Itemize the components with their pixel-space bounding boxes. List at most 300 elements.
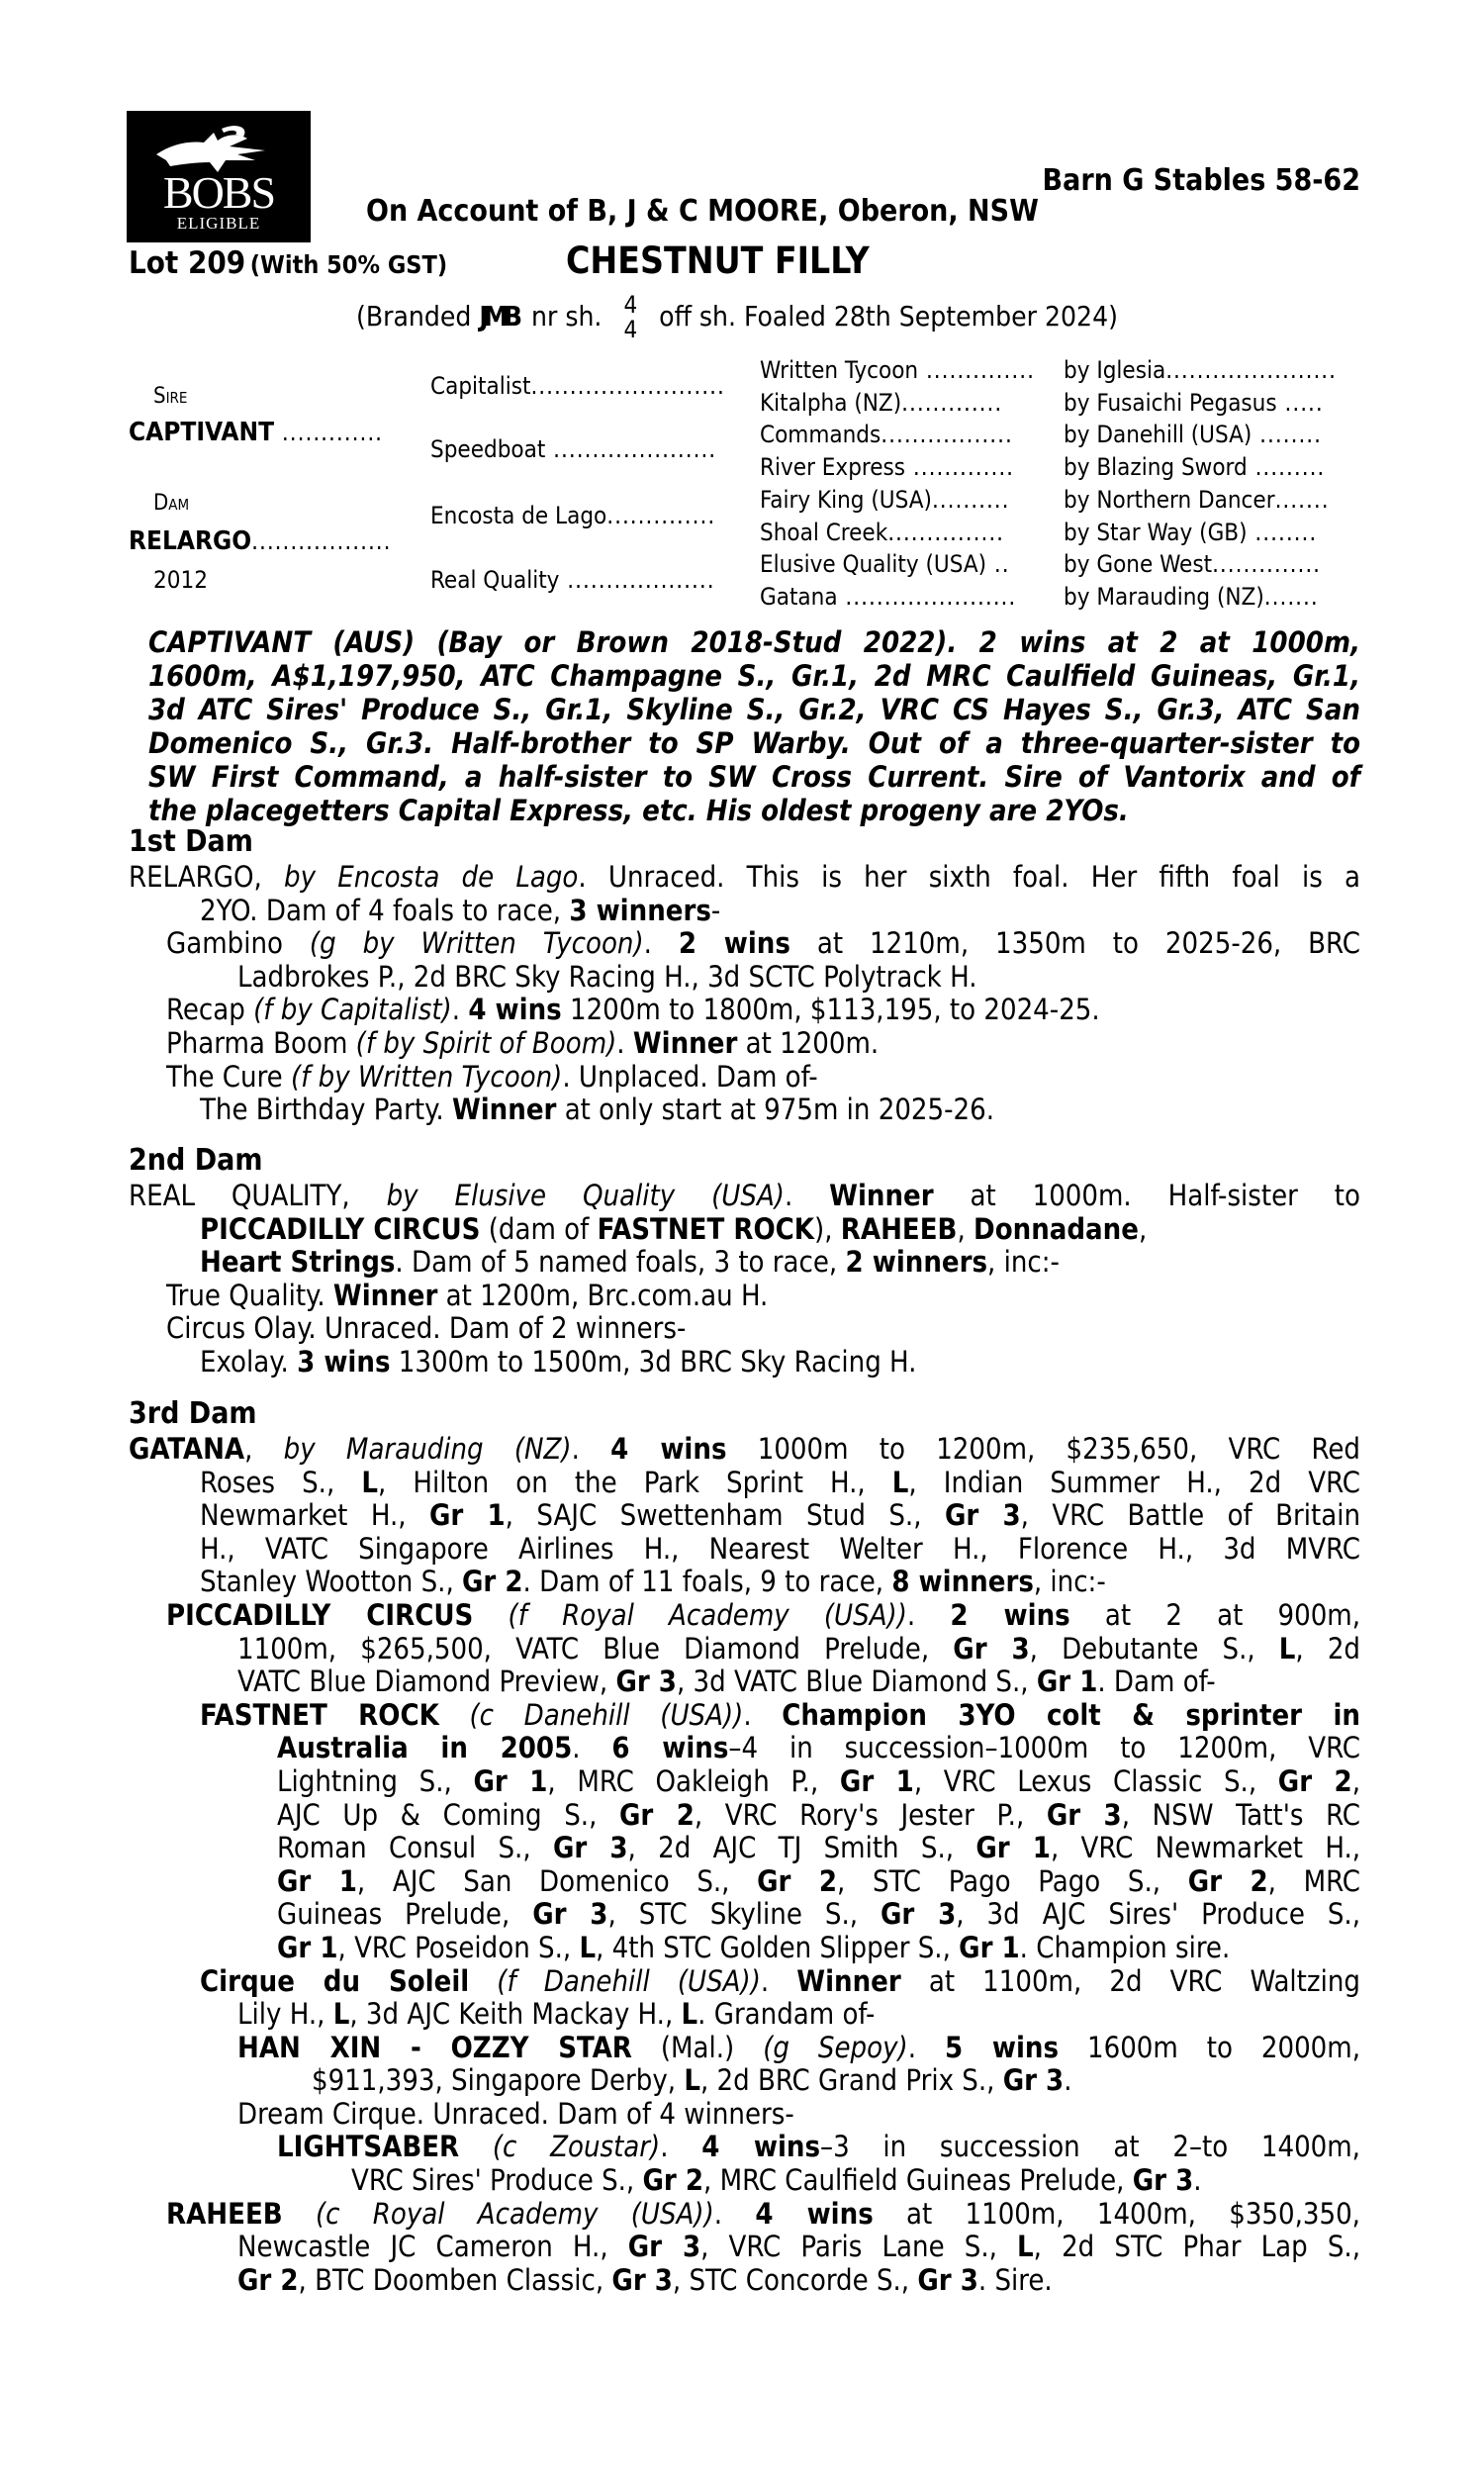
dam-line — [129, 1246, 1360, 1280]
sire-summary-line: the placegetters Capital Express, etc. His oldest progeny are 2YOs. — [148, 794, 1129, 827]
text-span: .................. — [251, 527, 392, 555]
text-span: , Hilton on the Park Sprint H., — [377, 1465, 892, 1499]
text-span: .............. — [1212, 550, 1322, 578]
dam-line — [129, 1433, 1360, 1467]
first-dam-heading: 1st Dam — [129, 824, 253, 859]
bold-text: Gr 3 — [627, 2230, 701, 2264]
lot-number: Lot 209 — [129, 245, 246, 281]
ped-gen2-1 — [430, 435, 716, 463]
text-span: 1000m to 1200m, $235,650, VRC Red — [726, 1432, 1360, 1466]
progeny-line — [129, 2164, 1360, 2198]
text-span: by Iglesia — [1064, 356, 1166, 384]
bold-text: Gr 1 — [428, 1498, 506, 1533]
dam-line — [129, 1180, 1360, 1213]
text-span: by Star Way (GB) — [1064, 519, 1248, 546]
text-span: , VRC Paris Lane S., — [700, 2230, 1018, 2264]
text-span: Exolay. — [200, 1344, 298, 1379]
text-span: Lightning S., — [277, 1763, 474, 1798]
ped-gen2-2 — [430, 502, 715, 529]
text-span: . Champion sire. — [1019, 1930, 1231, 1964]
brand-fraction-top: 4 — [623, 291, 638, 319]
text-span: . Unplaced. Dam of- — [562, 1059, 818, 1094]
text-span: Newmarket H., — [200, 1498, 429, 1533]
bold-text: Gr 3 — [532, 1897, 608, 1932]
lot-line — [129, 245, 447, 281]
text-span: Fairy King (USA) — [760, 486, 932, 514]
bold-text: Gr 2 — [619, 1797, 695, 1832]
text-span: , inc:- — [987, 1245, 1060, 1280]
italic-text: (c Royal Academy (USA)) — [315, 2196, 714, 2231]
dam-label — [153, 491, 189, 516]
text-span: . — [784, 1179, 793, 1212]
bold-text: Cirque du Soleil — [200, 1963, 470, 1998]
text-span: by Danehill (USA) — [1064, 421, 1252, 448]
text-span: , 2d BRC Grand Prix S., — [699, 2063, 1003, 2098]
progeny-gambino-cont: Ladbrokes P., 2d BRC Sky Racing H., 3d SCTC Polytrack H. — [237, 959, 977, 994]
vendor-line: On Account of B, J & C MOORE, Oberon, NSW — [366, 194, 1039, 229]
brand-fraction-bottom: 4 — [623, 316, 638, 343]
text-span: , 3d AJC Sires' Produce S., — [956, 1897, 1360, 1932]
bold-text: Gr 2 — [237, 2262, 299, 2297]
bold-text: Gr 2 — [1277, 1763, 1352, 1798]
dam-line — [129, 895, 1360, 928]
bold-text: 4 wins — [755, 2196, 874, 2231]
text-span: ........ — [1247, 519, 1318, 546]
sire-label — [153, 384, 187, 409]
brand-prefix: (Branded — [356, 300, 472, 333]
bold-text: 8 winners — [891, 1565, 1034, 1599]
text-span: . — [907, 2030, 916, 2064]
bold-text: 4 wins — [610, 1432, 727, 1466]
italic-text: (f by Written Tycoon) — [291, 1059, 563, 1094]
text-span: , 2d AJC TJ Smith S., — [627, 1831, 976, 1865]
text-span: 1100m, $265,500, VATC Blue Diamond Prelude, — [237, 1631, 954, 1665]
progeny-lightsaber — [129, 2131, 1360, 2164]
text-span: , MRC Oakleigh P., — [547, 1763, 840, 1798]
text-span: at 1000m. Half-sister to — [970, 1179, 1360, 1212]
text-span: ............. — [905, 453, 1015, 481]
bold-text: Gr 1 — [473, 1763, 548, 1798]
bold-text: RAHEEB — [166, 2196, 283, 2231]
bold-text: Gr 1 — [277, 1930, 338, 1964]
text-span: Speedboat — [430, 435, 546, 463]
text-span: , — [1138, 1211, 1148, 1246]
bold-text: Gr 3 — [552, 1831, 628, 1865]
italic-text: (c Zoustar) — [492, 2130, 661, 2164]
text-span: REAL QUALITY, — [129, 1179, 350, 1212]
bold-text: L — [332, 1997, 350, 2032]
text-span: ................. — [881, 421, 1013, 448]
ped-gen4-5 — [1064, 519, 1317, 546]
ped-gen4-6 — [1064, 550, 1321, 578]
text-span: , Debutante S., — [1029, 1631, 1279, 1665]
progeny-line — [129, 1832, 1360, 1865]
text-span: . — [451, 993, 469, 1027]
text-span: . — [1193, 2163, 1202, 2198]
bold-text: GATANA — [129, 1432, 245, 1466]
bold-text: Gr 3 — [1002, 2063, 1065, 2098]
first-dam-section — [129, 825, 1360, 1127]
text-span: , AJC San Domenico S., — [356, 1863, 758, 1898]
text-span: , — [1351, 1763, 1361, 1798]
ped-gen2-3 — [430, 566, 715, 594]
text-span: . — [660, 2130, 669, 2164]
text-span: , — [957, 1211, 974, 1246]
bold-text: 3 wins — [297, 1344, 391, 1379]
logo-word-eligible: ELIGIBLE — [176, 214, 261, 233]
bold-text: Gr 2 — [462, 1565, 523, 1599]
text-span: ..... — [1276, 389, 1324, 417]
progeny-line — [129, 2264, 1360, 2298]
progeny-line — [129, 1865, 1360, 1899]
text-span: Gatana — [760, 583, 838, 611]
text-span: by Northern Dancer — [1064, 486, 1275, 514]
text-span: The Cure — [166, 1059, 291, 1094]
text-span: . Grandam of- — [697, 1997, 876, 2032]
italic-text: by Marauding (NZ) — [283, 1432, 572, 1466]
bold-text: Gr 1 — [839, 1763, 914, 1798]
ped-gen3-4 — [760, 486, 1010, 514]
brand-line — [356, 293, 1118, 342]
bold-text: Gr 3 — [1046, 1797, 1122, 1832]
text-span: at 1100m, 1400m, $350,350, — [906, 2196, 1360, 2231]
text-span: ...................... — [1165, 356, 1338, 384]
text-span: by Blazing Sword — [1064, 453, 1248, 481]
text-span: Commands — [760, 421, 881, 448]
bold-text: 6 wins — [611, 1731, 729, 1765]
text-span: AJC Up & Coming S., — [277, 1797, 620, 1832]
text-span: Newcastle JC Cameron H., — [237, 2230, 628, 2264]
text-span: . — [713, 2196, 723, 2231]
progeny-line — [129, 1898, 1360, 1932]
text-span: Guineas Prelude, — [277, 1897, 533, 1932]
text-span: at 1100m, 2d VRC Waltzing — [928, 1963, 1360, 1998]
dam-line — [129, 861, 1360, 895]
text-span: . Dam of 11 foals, 9 to race, — [522, 1565, 892, 1599]
text-span: $911,393, Singapore Derby, — [312, 2063, 685, 2098]
bold-text: Gr 2 — [642, 2163, 704, 2198]
ped-gen2-0 — [430, 372, 725, 400]
text-span: 1600m to 2000m, — [1087, 2030, 1360, 2064]
second-dam-heading: 2nd Dam — [129, 1143, 263, 1178]
bold-text: L — [891, 1465, 909, 1499]
text-span: Elusive Quality (USA) — [760, 550, 987, 578]
text-span: Pharma Boom — [166, 1025, 356, 1060]
text-span: at 1200m, Brc.com.au H. — [437, 1278, 769, 1312]
text-span: True Quality. — [166, 1278, 333, 1312]
text-span: ......... — [1247, 453, 1326, 481]
bold-text: L — [1278, 1631, 1296, 1665]
sire-summary-line: SW First Command, a half-sister to SW Cross Current. Sire of Vantorix and of — [148, 760, 1360, 794]
ped-gen4-4 — [1064, 486, 1330, 514]
text-span: . — [643, 926, 679, 961]
third-dam-section — [129, 1397, 1360, 2297]
progeny-raheeb — [129, 2198, 1360, 2232]
bold-text: Winner — [829, 1179, 934, 1212]
progeny-line — [129, 1732, 1360, 1765]
text-span: VATC Blue Diamond Preview, — [237, 1665, 616, 1699]
dam-line — [129, 1566, 1360, 1599]
text-span: ....... — [1263, 583, 1319, 611]
ped-gen3-0 — [760, 356, 1035, 384]
ped-gen4-0 — [1064, 356, 1337, 384]
ped-gen3-3 — [760, 453, 1014, 481]
text-span: Gambino — [166, 926, 310, 961]
dam-line: H., VATC Singapore Airlines H., Nearest Welter H., Florence H., 3d MVRC — [200, 1531, 1360, 1566]
ped-gen4-7 — [1064, 583, 1319, 611]
text-span: , 4th STC Golden Slipper S., — [596, 1930, 960, 1964]
text-span: Roses S., — [200, 1465, 362, 1499]
bold-text: Gr 1 — [975, 1831, 1051, 1865]
sire-summary-line: CAPTIVANT (AUS) (Bay or Brown 2018-Stud 2022). 2 wins at 2 at 1000m, — [148, 625, 1360, 659]
text-span: 1200m to 1800m, $113,195, to 2024-25. — [561, 993, 1100, 1027]
text-span: .............. — [918, 356, 1035, 384]
italic-text: (g Sepoy) — [763, 2030, 908, 2064]
text-span: , STC Pago Pago S., — [837, 1863, 1188, 1898]
ped-gen4-2 — [1064, 421, 1322, 448]
text-span: , 3d AJC Keith Mackay H., — [349, 1997, 682, 2032]
italic-text: by Elusive Quality (USA) — [386, 1179, 785, 1212]
text-span: , BTC Doomben Classic, — [298, 2262, 612, 2297]
text-span: . — [572, 1731, 612, 1765]
text-span: , STC Concorde S., — [672, 2262, 918, 2297]
text-span: (dam of — [480, 1211, 598, 1246]
text-span: at only start at 975m in 2025-26. — [556, 1093, 995, 1127]
text-span: . — [760, 1963, 770, 1998]
italic-text: (f Royal Academy (USA)) — [508, 1597, 907, 1632]
bold-text: 2 wins — [678, 926, 790, 961]
bold-text: PICCADILLY CIRCUS — [200, 1211, 481, 1246]
text-span: . Dam of- — [1097, 1665, 1216, 1699]
bold-text: LIGHTSABER — [277, 2130, 460, 2164]
second-dam-section — [129, 1144, 1360, 1380]
text-span: ................... — [559, 566, 715, 594]
bold-text: 2 winners — [845, 1245, 988, 1280]
text-span: (Mal.) — [660, 2030, 735, 2064]
progeny-line — [129, 1665, 1360, 1699]
text-span: Recap — [166, 993, 254, 1027]
text-span: , — [244, 1432, 284, 1466]
text-span: ), — [814, 1211, 841, 1246]
text-span: , inc:- — [1033, 1565, 1106, 1599]
text-span: at 2 at 900m, — [1104, 1597, 1360, 1632]
bobs-eligible-logo — [127, 111, 311, 242]
text-span: by Fusaichi Pegasus — [1064, 389, 1277, 417]
text-span: –4 in succession–1000m to 1200m, VRC — [728, 1731, 1360, 1765]
sire-cell — [129, 418, 383, 447]
ped-gen3-2 — [760, 421, 1013, 448]
bold-text: FASTNET ROCK — [200, 1697, 439, 1732]
text-span: –3 in succession at 2–to 1400m, — [820, 2130, 1360, 2164]
progeny-exolay — [129, 1346, 1360, 1380]
bold-text: Gr 2 — [757, 1863, 838, 1898]
logo-word-bobs: BOBS — [162, 167, 275, 218]
ped-gen3-5 — [760, 519, 1004, 546]
text-span: Encosta de Lago — [430, 502, 607, 529]
text-span: RELARGO, — [129, 860, 262, 894]
text-span: Lily H., — [237, 1997, 333, 2032]
progeny-line — [129, 1765, 1360, 1799]
text-span: , MRC Caulfield Guineas Prelude, — [703, 2163, 1133, 2198]
text-span: , NSW Tatt's RC — [1121, 1797, 1360, 1832]
dam-year: 2012 — [153, 566, 208, 594]
bold-text: 4 wins — [468, 993, 562, 1027]
bold-text: Champion 3YO colt & sprinter in — [782, 1697, 1360, 1732]
text-span: Roman Consul S., — [277, 1831, 553, 1865]
text-span — [222, 126, 244, 137]
lot-title: CHESTNUT FILLY — [566, 239, 870, 282]
text-span: , VRC Lexus Classic S., — [913, 1763, 1278, 1798]
bold-text: Gr 3 — [953, 1631, 1030, 1665]
text-span: Sire — [153, 384, 188, 409]
text-span: , 3d VATC Blue Diamond S., — [676, 1665, 1037, 1699]
text-span: , 2d STC Phar Lap S., — [1033, 2230, 1360, 2264]
text-span: , VRC Newmarket H., — [1050, 1831, 1361, 1865]
progeny-gambino — [129, 927, 1360, 961]
text-span: ............. — [901, 389, 1003, 417]
sire-summary-line: 1600m, A$1,197,950, ATC Champagne S., Gr.1, 2d MRC Caulfield Guineas, Gr.1, — [148, 659, 1360, 693]
sire-name: CAPTIVANT — [129, 418, 275, 447]
italic-text: (f by Spirit of Boom) — [355, 1025, 617, 1060]
ped-gen4-3 — [1064, 453, 1325, 481]
progeny-han-xin — [129, 2032, 1360, 2065]
text-span: , Indian Summer H., 2d VRC — [908, 1465, 1360, 1499]
text-span: . — [906, 1597, 916, 1632]
italic-text: (c Danehill (USA)) — [469, 1697, 744, 1732]
progeny-pharma-boom — [129, 1027, 1360, 1061]
bold-text: FASTNET ROCK — [597, 1211, 815, 1246]
text-span: Written Tycoon — [760, 356, 919, 384]
progeny-line — [129, 1932, 1360, 1965]
text-span: ........ — [1252, 421, 1323, 448]
text-span: , VRC Battle of Britain — [1020, 1498, 1361, 1533]
text-span: Shoal Creek — [760, 519, 888, 546]
text-span: at 1200m. — [737, 1025, 880, 1060]
text-span: ..................... — [545, 435, 717, 463]
italic-text: by Encosta de Lago — [284, 860, 579, 894]
dam-line — [129, 1499, 1360, 1533]
bold-text: Gr 3 — [1132, 2163, 1194, 2198]
text-span: ....... — [1274, 486, 1330, 514]
bold-text: 3 winners — [569, 893, 711, 927]
progeny-dream-cirque: Dream Cirque. Unraced. Dam of 4 winners- — [237, 2096, 794, 2131]
bold-text: Donnadane — [974, 1211, 1139, 1246]
bold-text: L — [681, 1997, 698, 2032]
text-span: . — [1064, 2063, 1072, 2098]
text-span: ......................... — [530, 372, 725, 400]
progeny-cirque-du-soleil — [129, 1965, 1360, 1999]
progeny-line — [129, 1633, 1360, 1666]
text-span: , 2d — [1295, 1631, 1361, 1665]
text-span: Kitalpha (NZ) — [760, 389, 902, 417]
bold-text: 4 wins — [701, 2130, 821, 2164]
text-span: . — [743, 1697, 752, 1732]
text-span: at 1210m, 1350m to 2025-26, BRC — [789, 926, 1360, 961]
text-span: VRC Sires' Produce S., — [351, 2163, 643, 2198]
progeny-birthday-party — [129, 1094, 1360, 1127]
ped-gen3-1 — [760, 389, 1002, 417]
text-span: ...................... — [837, 583, 1017, 611]
text-span: . — [571, 1432, 611, 1466]
progeny-piccadilly-circus — [129, 1599, 1360, 1633]
ped-gen3-6 — [760, 550, 1010, 578]
text-span: . Dam of 5 named foals, 3 to race, — [395, 1245, 846, 1280]
sire-summary — [148, 625, 1360, 827]
bold-text: L — [579, 1930, 597, 1964]
bold-text: Australia in 2005 — [277, 1731, 573, 1765]
italic-text: (g by Written Tycoon) — [309, 926, 644, 961]
bold-text: Gr 3 — [615, 1665, 677, 1699]
text-span: .............. — [606, 502, 716, 529]
progeny-circus-olay: Circus Olay. Unraced. Dam of 2 winners- — [166, 1311, 687, 1346]
bold-text: Gr 3 — [611, 2262, 673, 2297]
bold-text: Gr 1 — [1036, 1665, 1098, 1699]
text-span: .. — [986, 550, 1010, 578]
brand-near-shoulder: nr sh. — [531, 300, 603, 333]
bold-text: Gr 2 — [1187, 1863, 1268, 1898]
text-span: ............... — [887, 519, 1005, 546]
progeny-line — [129, 2231, 1360, 2264]
bold-text: 2 wins — [950, 1597, 1070, 1632]
text-span: . — [616, 1025, 633, 1060]
progeny-the-cure — [129, 1061, 1360, 1094]
text-span: 2YO. Dam of 4 foals to race, — [200, 893, 570, 927]
text-span: . Sire. — [977, 2262, 1053, 2297]
bold-text: Gr 1 — [959, 1930, 1020, 1964]
bold-text: HAN XIN - OZZY STAR — [237, 2030, 632, 2064]
text-span: The Birthday Party. — [200, 1093, 452, 1127]
text-span: ............. — [274, 419, 384, 446]
bold-text: Gr 3 — [881, 1897, 957, 1932]
bold-text: Winner — [451, 1093, 557, 1127]
third-dam-heading: 3rd Dam — [129, 1396, 257, 1431]
bold-text: L — [684, 2063, 700, 2098]
ped-gen4-1 — [1064, 389, 1324, 417]
sire-summary-line: Domenico S., Gr.3. Half-brother to SP Warby. Out of a three-quarter-sister to — [148, 726, 1360, 760]
bold-text: Gr 3 — [917, 2262, 978, 2297]
text-span: - — [710, 893, 721, 927]
brand-fraction — [623, 293, 637, 342]
progeny-line — [129, 1799, 1360, 1833]
italic-text: (f by Capitalist) — [253, 993, 452, 1027]
text-span: , VRC Poseidon S., — [337, 1930, 580, 1964]
bold-text: PICCADILLY CIRCUS — [166, 1597, 474, 1632]
text-span: , SAJC Swettenham Stud S., — [505, 1498, 945, 1533]
progeny-recap — [129, 994, 1360, 1027]
text-span: , MRC — [1267, 1863, 1360, 1898]
text-span: , STC Skyline S., — [607, 1897, 881, 1932]
barn-stables: Barn G Stables 58-62 — [1042, 163, 1360, 198]
progeny-fastnet-rock — [129, 1699, 1360, 1733]
text-span: .......... — [931, 486, 1010, 514]
italic-text: (f Danehill (USA)) — [497, 1963, 761, 1998]
text-span: by Gone West — [1064, 550, 1213, 578]
bold-text: Winner — [332, 1278, 438, 1312]
bold-text: L — [361, 1465, 378, 1499]
text-span: River Express — [760, 453, 906, 481]
text-span: Real Quality — [430, 566, 560, 594]
text-span: Capitalist — [430, 372, 531, 400]
brand-off-shoulder-foaled: off sh. Foaled 28th September 2024) — [659, 300, 1118, 333]
text-span: . Unraced. This is her sixth foal. Her fifth foal is a — [578, 860, 1360, 894]
progeny-true-quality — [129, 1280, 1360, 1313]
text-span: Stanley Wootton S., — [200, 1565, 463, 1599]
text-span: , VRC Rory's Jester P., — [694, 1797, 1047, 1832]
bold-text: Winner — [796, 1963, 901, 1998]
ped-gen3-7 — [760, 583, 1016, 611]
bold-text: Heart Strings — [200, 1245, 396, 1280]
bold-text: Winner — [632, 1025, 738, 1060]
